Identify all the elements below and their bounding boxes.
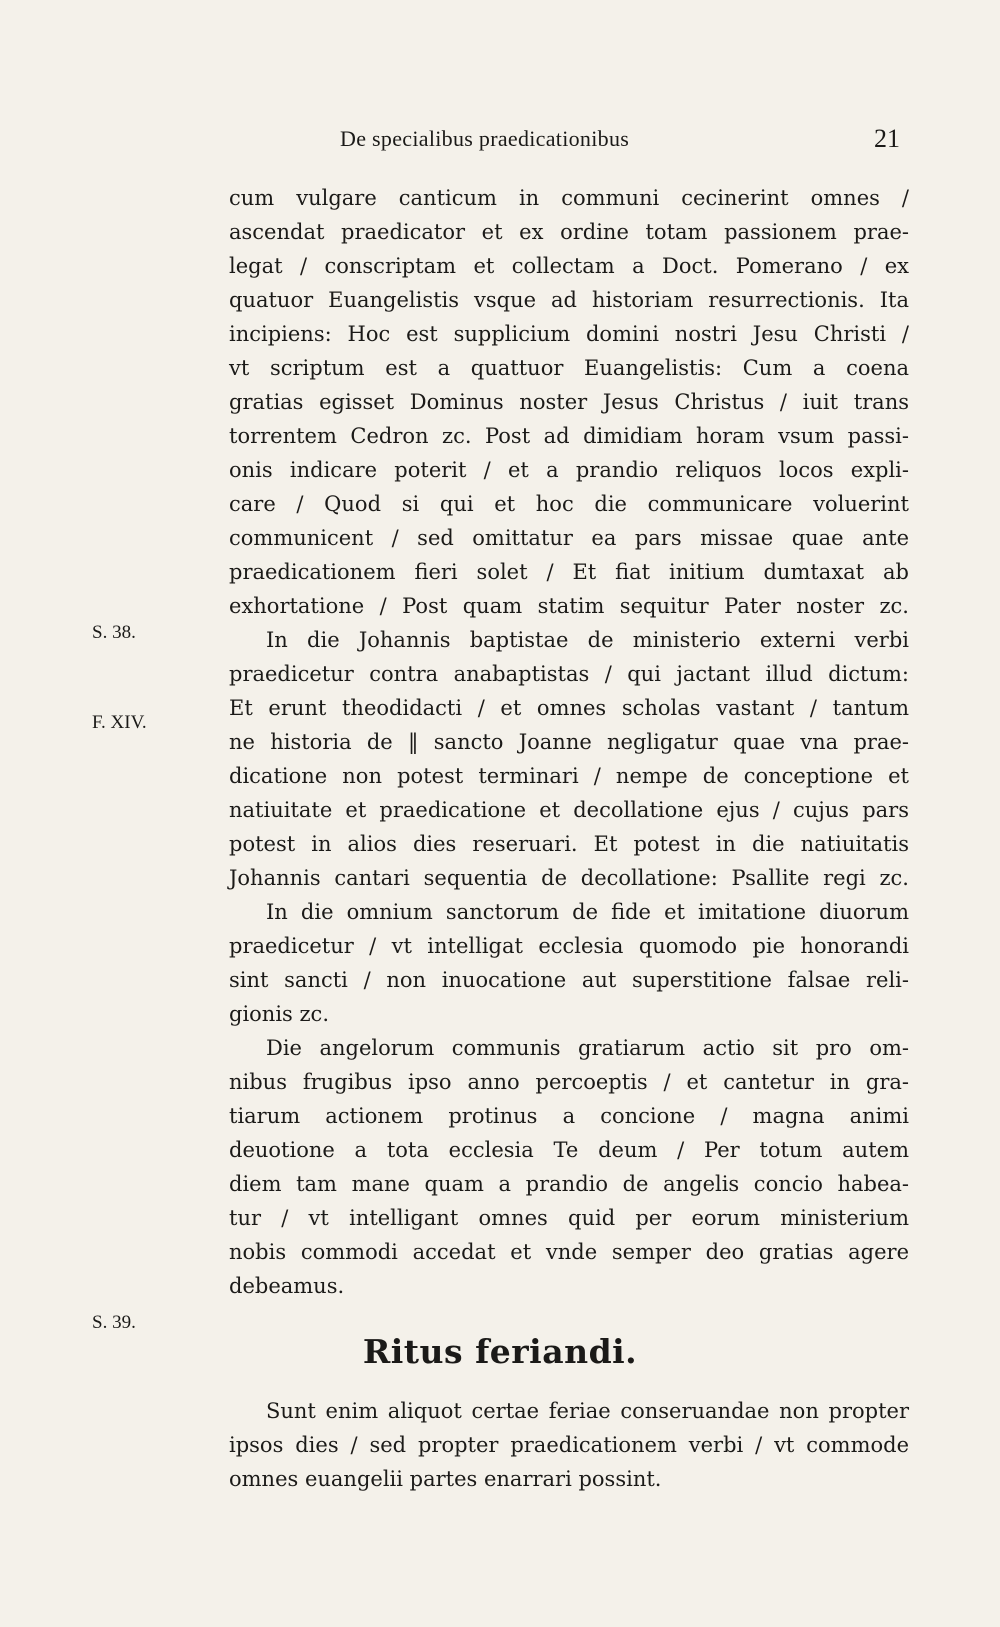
header-title: De specialibus praedicationibus [340,126,630,151]
text-line: diem tam mane quam a prandio de angelis concio habea- [229,1172,909,1196]
text-line: exhortatione / Post quam statim sequitur Pater noster zc. [229,594,909,618]
section-heading: Ritus feriandi. [362,1332,638,1371]
text-line: communicent / sed omittatur ea pars missae quae ante [229,526,909,550]
text-line: quatuor Euangelistis vsque ad historiam resurrectionis. Ita [229,288,909,312]
text-line: tur / vt intelligant omnes quid per eorum ministerium [229,1206,909,1230]
text-line: praedicationem fieri solet / Et fiat initium dumtaxat ab [229,560,909,584]
text-line: care / Quod si qui et hoc die communicare voluerint [229,492,909,516]
text-line: ascendat praedicator et ex ordine totam passionem prae- [229,220,909,244]
text-line: legat / conscriptam et collectam a Doct. Pomerano / ex [229,254,909,278]
text-line: natiuitate et praedicatione et decollatione ejus / cujus pars [229,798,909,822]
text-line: ipsos dies / sed propter praedicationem verbi / vt commode [229,1433,909,1457]
text-line: debeamus. [229,1274,345,1298]
text-line: Johannis cantari sequentia de decollatione: Psallite regi zc. [229,866,909,890]
text-line: cum vulgare canticum in communi cecinerint omnes / [229,186,909,210]
text-line: Et erunt theodidacti / et omnes scholas vastant / tantum [229,696,909,720]
text-line: Sunt enim aliquot certae feriae conseruandae non propter [266,1399,909,1423]
page-number: 21 [874,124,900,153]
text-line: dicatione non potest terminari / nempe de conceptione et [229,764,909,788]
text-line: potest in alios dies reseruari. Et potest in die natiuitatis [229,832,909,856]
text-line: omnes euangelii partes enarrari possint. [229,1467,662,1491]
text-line: nibus frugibus ipso anno percoeptis / et cantetur in gra- [229,1070,909,1094]
text-line: ne historia de ‖ sancto Joanne negligatur quae vna prae- [229,730,909,754]
text-line: tiarum actionem protinus a concione / magna animi [229,1104,909,1128]
margin-note-s39: S. 39. [92,1312,136,1333]
text-line: torrentem Cedron zc. Post ad dimidiam horam vsum passi- [229,424,909,448]
text-line: gionis zc. [229,1002,329,1026]
text-line: deuotione a tota ecclesia Te deum / Per totum autem [229,1138,909,1162]
text-line: Die angelorum communis gratiarum actio sit pro om- [266,1036,909,1060]
text-line: praedicetur contra anabaptistas / qui jactant illud dictum: [229,662,909,686]
text-line: In die omnium sanctorum de fide et imitatione diuorum [266,900,909,924]
text-line: praedicetur / vt intelligat ecclesia quomodo pie honorandi [229,934,909,958]
margin-note-s38: S. 38. [92,622,136,643]
text-line: sint sancti / non inuocatione aut superstitione falsae reli- [229,968,909,992]
text-line: nobis commodi accedat et vnde semper deo gratias agere [229,1240,909,1264]
text-line: vt scriptum est a quattuor Euangelistis: Cum a coena [229,356,909,380]
margin-note-fxiv: F. XIV. [92,712,147,733]
text-line: onis indicare poterit / et a prandio reliquos locos expli- [229,458,909,482]
text-line: incipiens: Hoc est supplicium domini nostri Jesu Christi / [229,322,909,346]
text-line: In die Johannis baptistae de ministerio externi verbi [266,628,909,652]
text-line: gratias egisset Dominus noster Jesus Christus / iuit trans [229,390,909,414]
running-header [0,118,1000,158]
